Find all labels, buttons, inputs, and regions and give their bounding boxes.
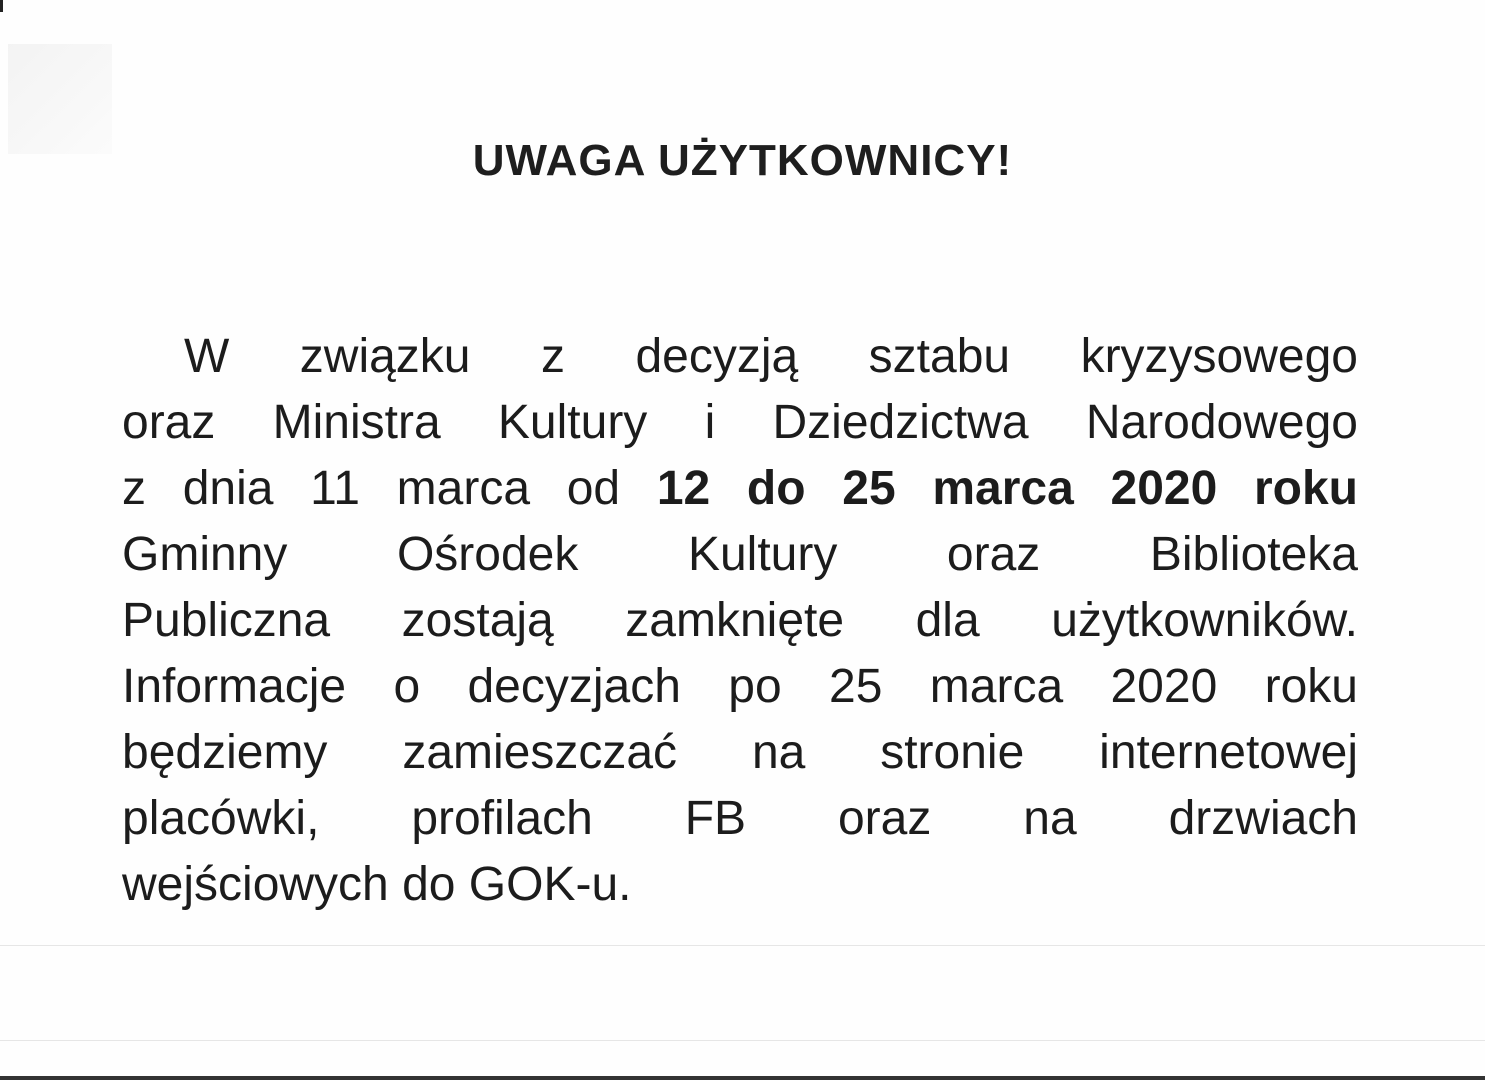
scan-bottom-edge (0, 1076, 1485, 1080)
body-line-3 (122, 456, 1358, 522)
body-line-9: wejściowych do GOK-u. (122, 858, 632, 911)
closure-dates: 12 do 25 marca 2020 roku (656, 462, 1358, 515)
scan-edge-artifact (0, 0, 3, 12)
body-line-7: będziemy zamieszczać na stronie internetowej (122, 726, 1358, 779)
notice-title: UWAGA UŻYTKOWNICY! (472, 136, 1013, 185)
body-line-2: oraz Ministra Kultury i Dziedzictwa Narodowego (122, 396, 1358, 449)
scan-line-artifact (0, 1040, 1485, 1041)
body-line-3-text: z dnia 11 marca od (122, 462, 657, 515)
scan-line-artifact (0, 945, 1485, 946)
body-line-6: Informacje o decyzjach po 25 marca 2020 roku (122, 660, 1358, 713)
body-line-1: W związku z decyzją sztabu kryzysowego (184, 330, 1358, 383)
notice-body (122, 324, 1358, 918)
body-line-4: Gminny Ośrodek Kultury oraz Biblioteka (122, 528, 1358, 581)
body-line-8: placówki, profilach FB oraz na drzwiach (122, 792, 1358, 845)
body-line-5: Publiczna zostają zamknięte dla użytkowników. (122, 594, 1358, 647)
